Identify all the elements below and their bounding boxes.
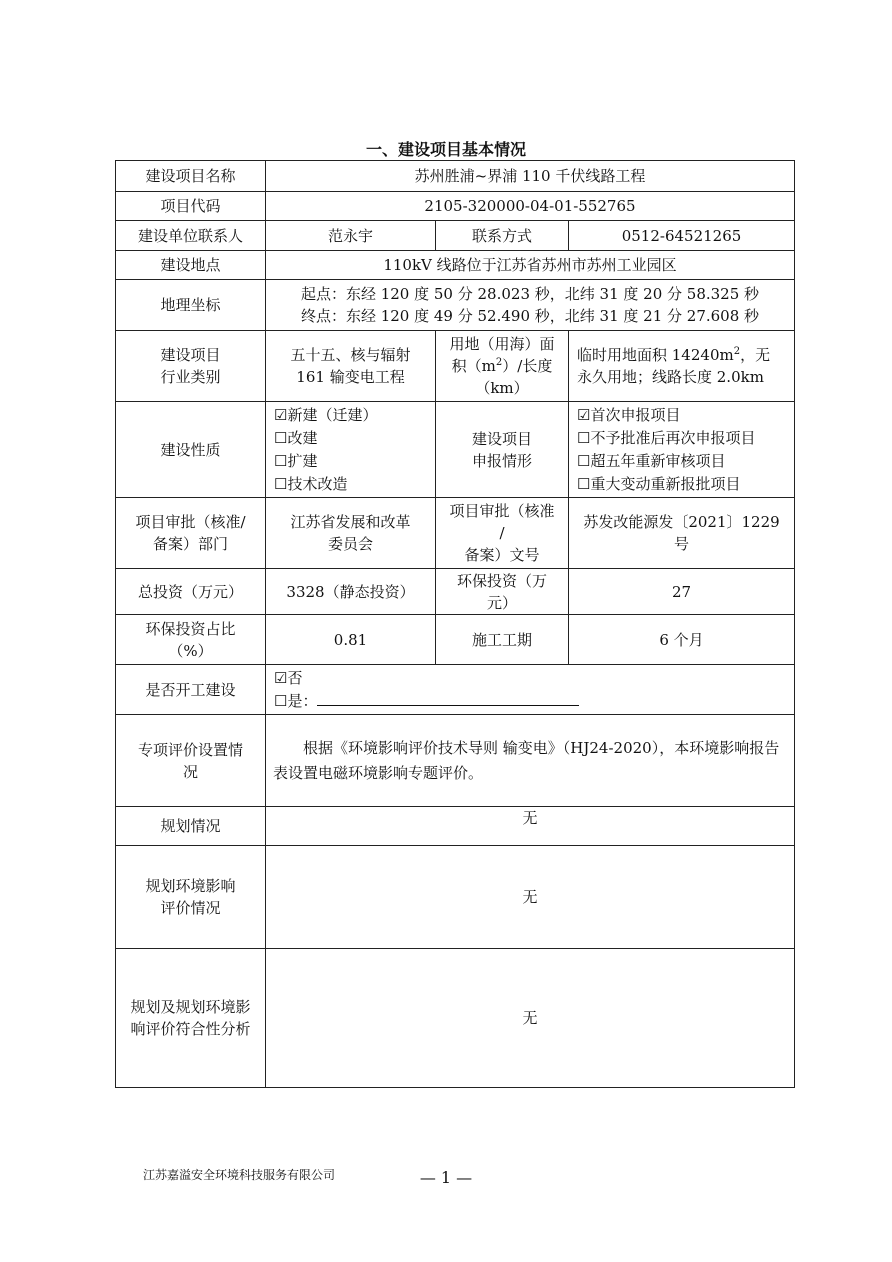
table-row bbox=[116, 807, 795, 846]
report-options bbox=[569, 402, 795, 498]
checkbox-major-change[interactable]: ☐重大变动重新报批项目 bbox=[577, 474, 741, 493]
approval-dept-label: 项目审批（核准/ 备案）部门 bbox=[116, 498, 266, 569]
checkbox-first-report[interactable]: ☑首次申报项目 bbox=[577, 405, 681, 424]
env-ratio-value: 0.81 bbox=[266, 615, 436, 665]
env-ratio-label: 环保投资占比 （%） bbox=[116, 615, 266, 665]
coordinates-label: 地理坐标 bbox=[116, 280, 266, 331]
table-row bbox=[116, 949, 795, 1088]
nature-label: 建设性质 bbox=[116, 402, 266, 498]
coordinates-value bbox=[266, 280, 795, 331]
checkbox-rebuild[interactable]: ☐改建 bbox=[274, 428, 318, 447]
start-coordinate: 起点：东经 120 度 50 分 28.023 秒，北纬 31 度 20 分 58.325 秒 bbox=[300, 285, 760, 303]
total-investment-value: 3328（静态投资） bbox=[266, 569, 436, 615]
checkbox-tech-upgrade[interactable]: ☐技术改造 bbox=[274, 474, 348, 493]
table-row bbox=[116, 221, 795, 251]
table-row bbox=[116, 665, 795, 715]
table-row bbox=[116, 402, 795, 498]
area-value: 临时用地面积 $14240m^2$，无 永久用地；线路长度 2.0km bbox=[569, 331, 795, 402]
industry-value: 五十五、核与辐射 161 输变电工程 bbox=[266, 331, 436, 402]
table-row bbox=[116, 251, 795, 280]
project-name-label: 建设项目名称 bbox=[116, 161, 266, 192]
project-code-label: 项目代码 bbox=[116, 192, 266, 221]
nature-options bbox=[266, 402, 436, 498]
compliance-label: 规划及规划环境影 响评价符合性分析 bbox=[116, 949, 266, 1088]
checkbox-five-year-review[interactable]: ☐超五年重新审核项目 bbox=[577, 451, 726, 470]
table-row bbox=[116, 280, 795, 331]
checkbox-re-report[interactable]: ☐不予批准后再次申报项目 bbox=[577, 428, 756, 447]
checkbox-started[interactable]: ☐是： bbox=[274, 691, 318, 710]
checkbox-new[interactable]: ☑新建（迁建） bbox=[274, 405, 378, 424]
table-row bbox=[116, 715, 795, 807]
construction-period-label: 施工工期 bbox=[436, 615, 569, 665]
table-row bbox=[116, 331, 795, 402]
location-label: 建设地点 bbox=[116, 251, 266, 280]
blank-line[interactable] bbox=[317, 691, 579, 706]
started-options bbox=[266, 665, 795, 715]
industry-label: 建设项目 行业类别 bbox=[116, 331, 266, 402]
env-investment-value: 27 bbox=[569, 569, 795, 615]
area-label: 用地（用海）面 积$(m^2)/$长度 （km） bbox=[436, 331, 569, 402]
location-value: 110kV 线路位于江苏省苏州市苏州工业园区 bbox=[266, 251, 795, 280]
table-row bbox=[116, 615, 795, 665]
approval-doc-value: 苏发改能源发〔2021〕1229 号 bbox=[569, 498, 795, 569]
table-row bbox=[116, 192, 795, 221]
contact-label: 建设单位联系人 bbox=[116, 221, 266, 251]
end-coordinate: 终点：东经 120 度 49 分 52.490 秒，北纬 31 度 21 分 27.608 秒 bbox=[300, 307, 760, 325]
contact-value: 范永宇 bbox=[266, 221, 436, 251]
approval-doc-label: 项目审批（核准 / 备案）文号 bbox=[436, 498, 569, 569]
special-eval-value: 根据《环境影响评价技术导则 输变电》（HJ24-2020），本环境影响报告表设置电磁环境影响专题评价。 bbox=[266, 715, 795, 807]
table-row bbox=[116, 569, 795, 615]
construction-period-value: 6 个月 bbox=[569, 615, 795, 665]
table-row bbox=[116, 161, 795, 192]
report-label: 建设项目 申报情形 bbox=[436, 402, 569, 498]
compliance-value: 无 bbox=[266, 949, 795, 1088]
planning-env-label: 规划环境影响 评价情况 bbox=[116, 846, 266, 949]
planning-value: 无 bbox=[266, 807, 795, 846]
env-investment-label: 环保投资（万 元） bbox=[436, 569, 569, 615]
phone-label: 联系方式 bbox=[436, 221, 569, 251]
planning-env-value: 无 bbox=[266, 846, 795, 949]
project-info-table bbox=[115, 160, 795, 1088]
total-investment-label: 总投资（万元） bbox=[116, 569, 266, 615]
approval-dept-value: 江苏省发展和改革 委员会 bbox=[266, 498, 436, 569]
planning-label: 规划情况 bbox=[116, 807, 266, 846]
page-title: 一、建设项目基本情况 bbox=[365, 140, 526, 159]
special-eval-label: 专项评价设置情 况 bbox=[116, 715, 266, 807]
phone-value: 0512-64521265 bbox=[569, 221, 795, 251]
project-name-value: 苏州胜浦~界浦 110 千伏线路工程 bbox=[266, 161, 795, 192]
table-row bbox=[116, 846, 795, 949]
page-number: — 1 — bbox=[419, 1168, 473, 1187]
started-label: 是否开工建设 bbox=[116, 665, 266, 715]
checkbox-expand[interactable]: ☐扩建 bbox=[274, 451, 318, 470]
checkbox-not-started[interactable]: ☑否 bbox=[274, 668, 303, 687]
table-row bbox=[116, 498, 795, 569]
footer-company: 江苏嘉溢安全环境科技服务有限公司 bbox=[143, 1168, 336, 1182]
project-code-value: 2105-320000-04-01-552765 bbox=[266, 192, 795, 221]
